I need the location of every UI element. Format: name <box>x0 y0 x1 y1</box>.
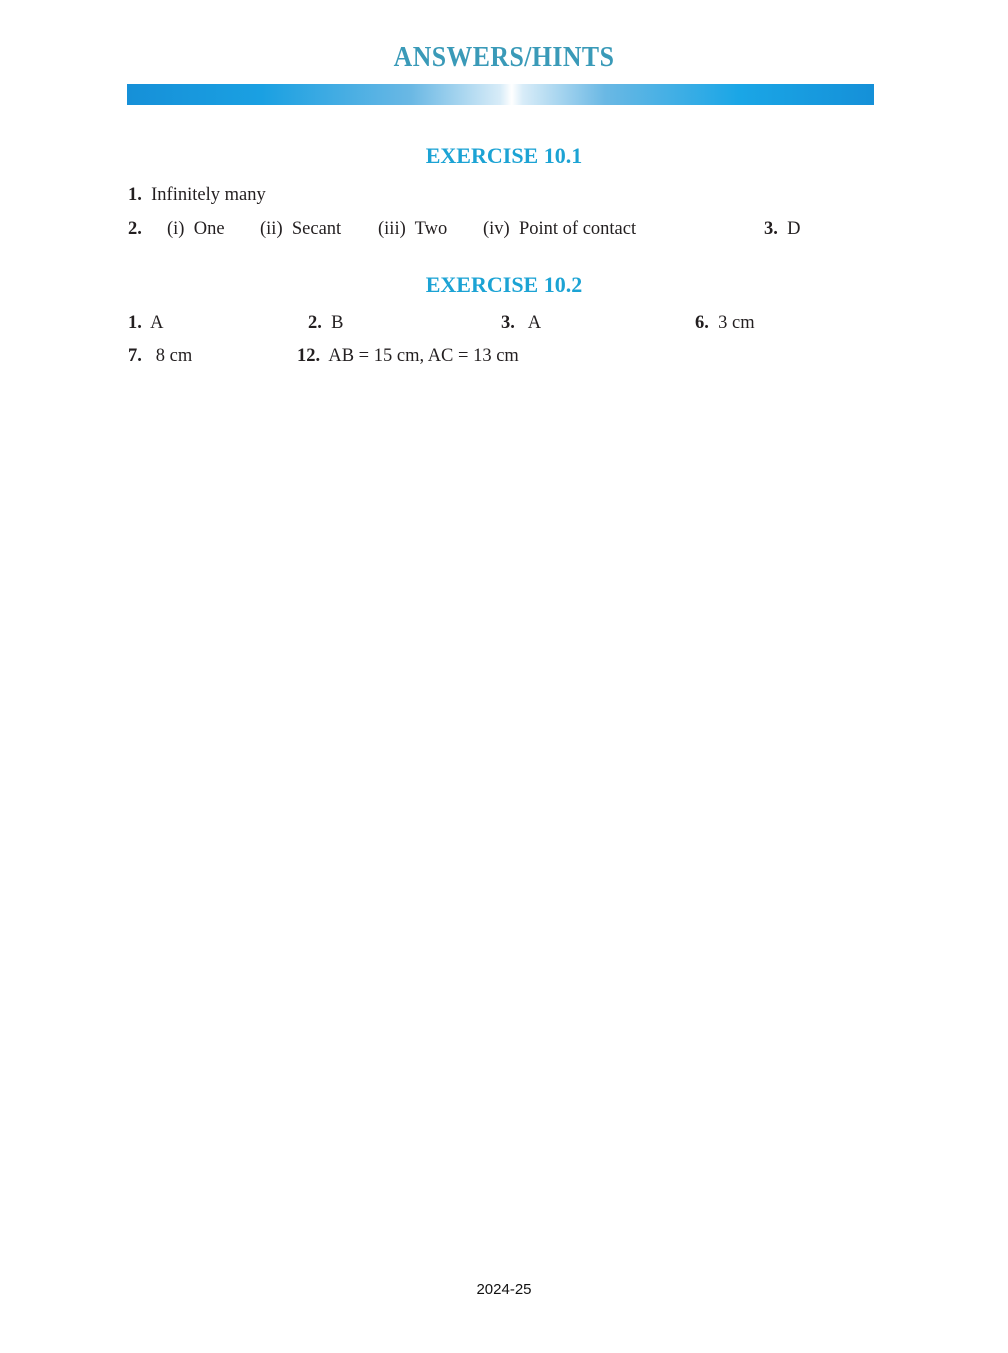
ex10-1-q2 <box>128 219 142 240</box>
part-label: (iv) <box>483 219 510 239</box>
answer-text: A <box>150 313 164 333</box>
part-label: (i) <box>167 219 185 239</box>
answer-text: Secant <box>291 219 342 239</box>
exercise-10-2-heading: EXERCISE 10.2 <box>425 272 583 297</box>
ex10-2-q1 <box>128 313 163 334</box>
answer-text: B <box>331 313 344 333</box>
page-footer-year: 2024-25 <box>476 1281 532 1298</box>
question-number: 2. <box>308 313 322 333</box>
ex10-2-q12 <box>297 346 519 367</box>
answer-text: Point of contact <box>518 219 637 239</box>
answer-text: D <box>787 219 801 239</box>
ex10-2-q7 <box>128 346 192 367</box>
answer-text: 8 cm <box>155 346 193 366</box>
ex10-1-q2-part-iii <box>378 219 447 240</box>
part-label: (iii) <box>378 219 406 239</box>
part-label: (ii) <box>260 219 283 239</box>
question-number: 12. <box>297 346 321 366</box>
ex10-1-q1 <box>128 185 266 206</box>
exercise-10-1-heading: EXERCISE 10.1 <box>425 143 583 168</box>
answer-text: 3 cm <box>718 313 755 333</box>
answer-text: AB = 15 cm, AC = 13 cm <box>328 346 519 366</box>
ex10-1-q2-part-ii <box>260 219 341 240</box>
ex10-2-q3 <box>501 313 541 334</box>
page-title: ANSWERS/HINTS <box>393 42 615 73</box>
question-number: 2. <box>128 219 142 239</box>
ex10-1-q2-part-i <box>167 219 225 240</box>
question-number: 3. <box>764 219 778 239</box>
ex10-2-q6 <box>695 313 755 334</box>
answer-text: A <box>527 313 542 333</box>
question-number: 6. <box>695 313 709 333</box>
answer-text: One <box>193 219 225 239</box>
ex10-1-q2-part-iv <box>483 219 636 240</box>
question-number: 3. <box>501 313 515 333</box>
ex10-2-q2 <box>308 313 343 334</box>
title-divider-bar <box>127 84 874 105</box>
ex10-1-q3 <box>764 219 801 240</box>
answer-text: Two <box>414 219 448 239</box>
question-number: 7. <box>128 346 142 366</box>
question-number: 1. <box>128 185 142 205</box>
answer-text: Infinitely many <box>151 185 266 205</box>
question-number: 1. <box>128 313 142 333</box>
